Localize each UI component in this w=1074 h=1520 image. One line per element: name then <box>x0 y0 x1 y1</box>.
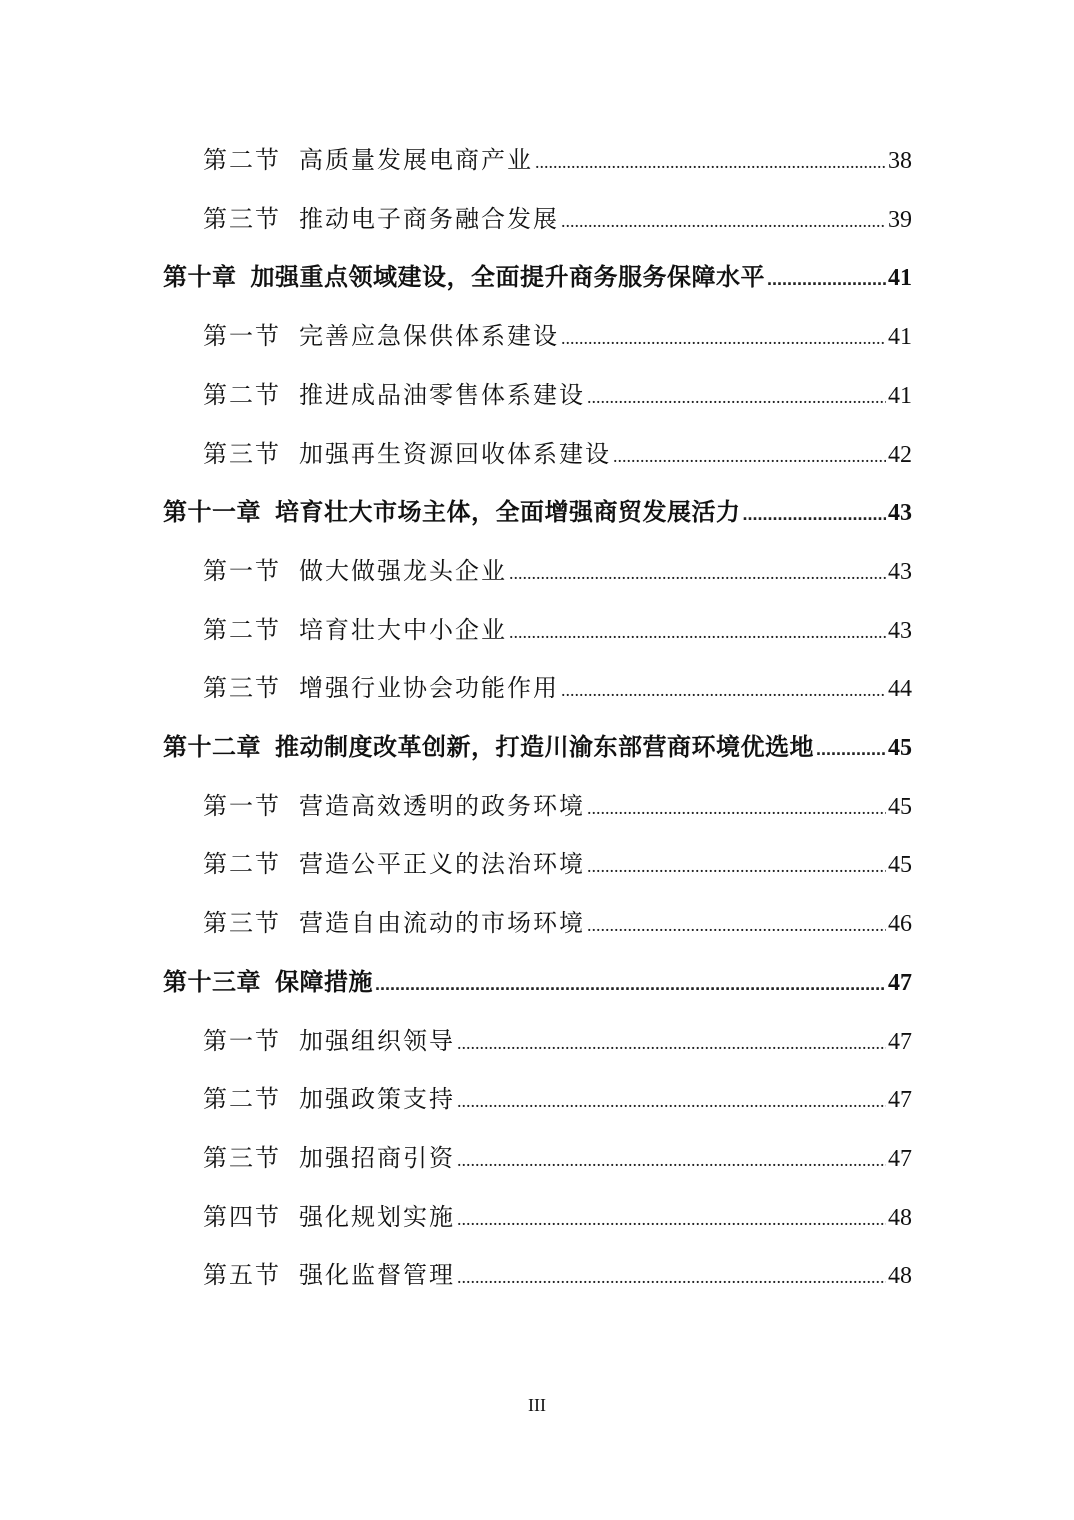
toc-entry-number: 第十一章 <box>163 498 261 526</box>
toc-entry-label <box>203 1021 455 1056</box>
toc-entry-section[interactable] <box>203 1138 912 1174</box>
toc-entry-number: 第三节 <box>203 1144 281 1172</box>
toc-entry-number: 第一节 <box>203 792 281 820</box>
toc-entry-title: 增强行业协会功能作用 <box>299 674 559 702</box>
toc-entry-number: 第一节 <box>203 322 281 350</box>
toc-entry-chapter[interactable] <box>163 257 912 293</box>
toc-entry-section[interactable] <box>203 1021 912 1057</box>
toc-entry-page: 42 <box>888 442 912 468</box>
toc-entry-label <box>203 316 559 351</box>
toc-entry-title: 强化监督管理 <box>299 1261 455 1289</box>
toc-entry-chapter[interactable] <box>163 727 912 763</box>
dot-leader <box>561 681 886 699</box>
dot-leader <box>457 1210 886 1228</box>
toc-entry-section[interactable] <box>203 551 912 587</box>
toc-entry-number: 第五节 <box>203 1261 281 1289</box>
dot-leader <box>535 153 886 171</box>
toc-entry-section[interactable] <box>203 844 912 880</box>
dot-leader <box>457 1151 886 1169</box>
toc-entry-page: 45 <box>888 735 912 761</box>
toc-entry-label <box>203 1138 455 1173</box>
toc-entry-page: 45 <box>888 852 912 878</box>
toc-entry-title: 强化规划实施 <box>299 1203 455 1231</box>
dot-leader <box>457 1092 886 1110</box>
toc-entry-page: 43 <box>888 500 912 526</box>
toc-entry-title: 推进成品油零售体系建设 <box>299 381 585 409</box>
toc-entry-label <box>203 1197 455 1232</box>
toc-entry-page: 47 <box>888 1146 912 1172</box>
toc-entry-chapter[interactable] <box>163 962 912 998</box>
toc-entry-number: 第三节 <box>203 205 281 233</box>
toc-entry-page: 41 <box>888 324 912 350</box>
toc-entry-label <box>203 375 585 410</box>
toc-entry-label <box>203 434 611 469</box>
toc-entry-number: 第三节 <box>203 440 281 468</box>
toc-entry-page: 38 <box>888 148 912 174</box>
toc-entry-label <box>203 199 559 234</box>
toc-entry-title: 加强组织领导 <box>299 1027 455 1055</box>
dot-leader <box>587 388 886 406</box>
toc-entry-label <box>163 962 373 997</box>
toc-entry-label <box>203 551 507 586</box>
toc-entry-page: 41 <box>888 383 912 409</box>
toc-entry-number: 第二节 <box>203 1085 281 1113</box>
toc-entry-page: 46 <box>888 911 912 937</box>
toc-entry-section[interactable] <box>203 375 912 411</box>
toc-entry-title: 保障措施 <box>275 968 373 996</box>
toc-entry-title: 营造自由流动的市场环境 <box>299 909 585 937</box>
toc-entry-page: 47 <box>888 970 912 996</box>
toc-entry-section[interactable] <box>203 316 912 352</box>
toc-entry-page: 47 <box>888 1087 912 1113</box>
dot-leader <box>509 564 886 582</box>
dot-leader <box>743 505 887 523</box>
toc-entry-title: 完善应急保供体系建设 <box>299 322 559 350</box>
toc-entry-section[interactable] <box>203 786 912 822</box>
toc-entry-number: 第二节 <box>203 616 281 644</box>
toc-entry-number: 第四节 <box>203 1203 281 1231</box>
toc-entry-page: 44 <box>888 676 912 702</box>
toc-entry-page: 43 <box>888 618 912 644</box>
toc-entry-number: 第三节 <box>203 909 281 937</box>
toc-entry-label <box>203 668 559 703</box>
dot-leader <box>587 799 886 817</box>
toc-entry-label <box>163 492 741 527</box>
toc-entry-label <box>203 1079 455 1114</box>
toc-entry-title: 加强重点领域建设，全面提升商务服务保障水平 <box>250 263 765 291</box>
toc-entry-title: 培育壮大中小企业 <box>299 616 507 644</box>
toc-entry-page: 43 <box>888 559 912 585</box>
toc-entry-title: 加强招商引资 <box>299 1144 455 1172</box>
toc-entry-number: 第一节 <box>203 1027 281 1055</box>
toc-entry-number: 第十章 <box>163 263 237 291</box>
toc-entry-title: 培育壮大市场主体，全面增强商贸发展活力 <box>275 498 741 526</box>
dot-leader <box>587 857 886 875</box>
page-number-footer: III <box>528 1395 546 1415</box>
toc-entry-section[interactable] <box>203 140 912 176</box>
toc-entry-title: 推动电子商务融合发展 <box>299 205 559 233</box>
toc-entry-title: 营造高效透明的政务环境 <box>299 792 585 820</box>
dot-leader <box>457 1034 886 1052</box>
toc-entry-label <box>203 903 585 938</box>
toc-entry-label <box>163 727 814 762</box>
dot-leader <box>509 623 886 641</box>
toc-entry-section[interactable] <box>203 1197 912 1233</box>
toc-entry-section[interactable] <box>203 1079 912 1115</box>
toc-entry-chapter[interactable] <box>163 492 912 528</box>
toc-entry-section[interactable] <box>203 610 912 646</box>
toc-entry-page: 48 <box>888 1205 912 1231</box>
toc-entry-section[interactable] <box>203 199 912 235</box>
toc-entry-page: 47 <box>888 1029 912 1055</box>
toc-entry-label <box>203 1255 455 1290</box>
toc-entry-title: 营造公平正义的法治环境 <box>299 850 585 878</box>
toc-entry-label <box>163 257 765 292</box>
toc-entry-title: 高质量发展电商产业 <box>299 146 533 174</box>
dot-leader <box>457 1268 886 1286</box>
toc-entry-page: 41 <box>888 265 912 291</box>
dot-leader <box>375 975 886 993</box>
toc-entry-section[interactable] <box>203 668 912 704</box>
dot-leader <box>561 329 886 347</box>
toc-entry-section[interactable] <box>203 903 912 939</box>
toc-entry-number: 第十三章 <box>163 968 261 996</box>
dot-leader <box>816 740 886 758</box>
dot-leader <box>767 270 886 288</box>
toc-entry-page: 39 <box>888 207 912 233</box>
dot-leader <box>613 447 886 465</box>
toc-entry-number: 第一节 <box>203 557 281 585</box>
toc-entry-number: 第二节 <box>203 381 281 409</box>
toc-entry-label <box>203 140 533 175</box>
toc-entry-section[interactable] <box>203 1255 912 1291</box>
toc-entry-section[interactable] <box>203 434 912 470</box>
toc-entry-number: 第三节 <box>203 674 281 702</box>
toc-entry-page: 48 <box>888 1263 912 1289</box>
toc-entry-label <box>203 610 507 645</box>
toc-entry-label <box>203 786 585 821</box>
toc-entry-title: 做大做强龙头企业 <box>299 557 507 585</box>
toc-entry-number: 第二节 <box>203 146 281 174</box>
toc-entry-title: 加强政策支持 <box>299 1085 455 1113</box>
dot-leader <box>561 212 886 230</box>
toc-entry-number: 第十二章 <box>163 733 261 761</box>
toc-entry-title: 加强再生资源回收体系建设 <box>299 440 611 468</box>
toc-entry-page: 45 <box>888 794 912 820</box>
dot-leader <box>587 916 886 934</box>
toc-entry-label <box>203 844 585 879</box>
toc-entry-title: 推动制度改革创新，打造川渝东部营商环境优选地 <box>275 733 814 761</box>
toc-entry-number: 第二节 <box>203 850 281 878</box>
